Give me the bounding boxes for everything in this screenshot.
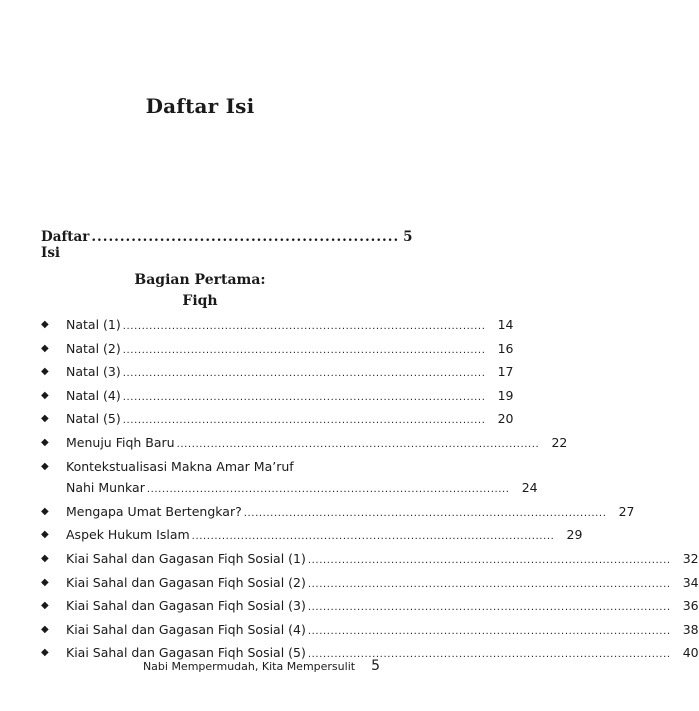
diamond-bullet-icon: ◆ xyxy=(41,647,49,659)
page-footer xyxy=(143,658,380,674)
diamond-bullet-icon: ◆ xyxy=(41,413,49,425)
toc-page-number: 40 xyxy=(682,645,699,661)
diamond-bullet-icon: ◆ xyxy=(41,389,49,401)
toc-entry-label: Kiai Sahal dan Gagasan Fiqh Sosial (4) xyxy=(66,621,306,637)
toc-entry-daftar-isi[interactable] xyxy=(41,229,413,261)
diamond-bullet-icon: ◆ xyxy=(41,529,49,541)
toc-entry-label: Natal (4) xyxy=(66,387,121,403)
diamond-bullet-icon: ◆ xyxy=(41,319,49,330)
section-part-heading: Bagian Pertama: xyxy=(134,272,266,288)
toc-page-number: 36 xyxy=(682,598,699,614)
dot-leader: ...................................................... xyxy=(91,229,400,245)
toc-entry-label: Kontekstualisasi Makna Amar Ma’ruf xyxy=(66,458,294,474)
toc-page-number: 14 xyxy=(497,317,514,332)
dot-leader: ................................................................................................ xyxy=(122,344,486,356)
running-title: Nabi Mempermudah, Kita Mempersulit xyxy=(142,660,356,673)
toc-entry-label: Natal (5) xyxy=(66,411,121,427)
toc-page-number: 34 xyxy=(682,574,699,590)
section-name-heading: Fiqh xyxy=(182,293,218,309)
page-number: 5 xyxy=(371,658,380,674)
toc-entry[interactable] xyxy=(41,595,699,619)
diamond-bullet-icon: ◆ xyxy=(41,576,49,588)
dot-leader: ................................................................................................ xyxy=(191,531,555,543)
toc-entry-label: Kiai Sahal dan Gagasan Fiqh Sosial (1) xyxy=(66,550,306,566)
toc-entry[interactable] xyxy=(41,619,699,643)
toc-page-number: 24 xyxy=(521,480,538,496)
toc-entry-label: Daftar Isi xyxy=(41,229,90,261)
toc-entry[interactable] xyxy=(41,572,699,596)
dot-leader: ................................................................................................ xyxy=(122,391,486,403)
toc-entry[interactable] xyxy=(41,385,514,409)
dot-leader: ................................................................................................ xyxy=(243,507,607,519)
toc-page-number: 32 xyxy=(682,550,699,566)
dot-leader: ................................................................................................ xyxy=(122,368,486,380)
toc-entry-label: Kiai Sahal dan Gagasan Fiqh Sosial (2) xyxy=(66,574,306,590)
page-title: Daftar Isi xyxy=(145,94,255,118)
toc-page-number: 20 xyxy=(497,411,514,427)
dot-leader: ................................................................................................ xyxy=(307,578,671,590)
dot-leader: ................................................................................................ xyxy=(122,321,486,332)
diamond-bullet-icon: ◆ xyxy=(41,505,49,517)
toc-entry[interactable] xyxy=(41,456,538,501)
toc-page-number: 27 xyxy=(618,503,635,519)
dot-leader: ................................................................................................ xyxy=(146,484,510,496)
toc-list xyxy=(41,314,699,666)
dot-leader: ................................................................................................ xyxy=(307,602,671,614)
dot-leader: ................................................................................................ xyxy=(307,554,671,566)
toc-page-number: 38 xyxy=(682,621,699,637)
toc-page-number: 5 xyxy=(403,229,413,245)
toc-page-number: 17 xyxy=(497,364,514,380)
toc-entry[interactable] xyxy=(41,361,514,385)
toc-entry[interactable] xyxy=(41,408,514,432)
toc-entry-label: Natal (2) xyxy=(66,340,121,356)
toc-page-number: 29 xyxy=(566,527,583,543)
toc-entry-label: Nahi Munkar xyxy=(66,480,145,496)
diamond-bullet-icon: ◆ xyxy=(41,342,49,354)
diamond-bullet-icon: ◆ xyxy=(41,436,49,448)
toc-entry[interactable] xyxy=(41,548,699,572)
toc-entry-label: Natal (3) xyxy=(66,364,121,380)
toc-entry-label: Aspek Hukum Islam xyxy=(66,527,190,543)
toc-entry[interactable] xyxy=(41,501,635,525)
toc-entry[interactable] xyxy=(41,432,568,456)
toc-page-number: 16 xyxy=(497,340,514,356)
toc-entry[interactable] xyxy=(41,338,514,362)
diamond-bullet-icon: ◆ xyxy=(41,600,49,612)
toc-entry-label: Mengapa Umat Bertengkar? xyxy=(66,503,242,519)
diamond-bullet-icon: ◆ xyxy=(41,552,49,564)
toc-page-number: 19 xyxy=(497,387,514,403)
dot-leader: ................................................................................................ xyxy=(176,438,540,450)
dot-leader: ................................................................................................ xyxy=(122,415,486,427)
toc-entry-label: Kiai Sahal dan Gagasan Fiqh Sosial (5) xyxy=(66,645,306,661)
dot-leader: ................................................................................................ xyxy=(307,649,671,661)
diamond-bullet-icon: ◆ xyxy=(41,460,49,472)
toc-page-number: 22 xyxy=(551,434,568,450)
toc-entry-label: Natal (1) xyxy=(66,317,121,332)
toc-entry[interactable] xyxy=(41,524,583,548)
toc-entry-label: Kiai Sahal dan Gagasan Fiqh Sosial (3) xyxy=(66,598,306,614)
toc-entry[interactable] xyxy=(41,314,514,338)
toc-entry-label: Menuju Fiqh Baru xyxy=(66,434,175,450)
diamond-bullet-icon: ◆ xyxy=(41,366,49,378)
dot-leader: ................................................................................................ xyxy=(307,625,671,637)
diamond-bullet-icon: ◆ xyxy=(41,623,49,635)
